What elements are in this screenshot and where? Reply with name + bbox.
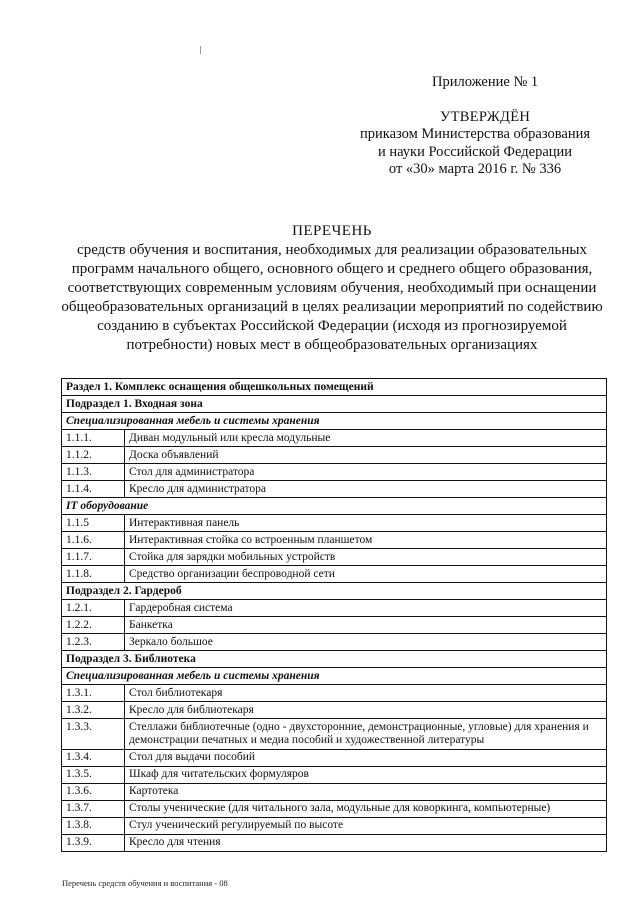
table-row <box>62 749 607 766</box>
subsection-title: Подраздел 1. Входная зона <box>62 396 607 413</box>
appendix-label: Приложение № 1 <box>432 74 539 90</box>
table-row <box>62 617 607 634</box>
item-name: Стойка для зарядки мобильных устройств <box>125 549 607 566</box>
item-number: 1.3.8. <box>62 817 125 834</box>
item-name: Диван модульный или кресла модульные <box>125 430 607 447</box>
equipment-table <box>61 378 607 852</box>
table-row <box>62 566 607 583</box>
table-row <box>62 515 607 532</box>
table-row <box>62 600 607 617</box>
title-line: созданию в субъектах Российской Федерации (исходя из прогнозируемой <box>97 318 567 334</box>
item-name: Зеркало большое <box>125 634 607 651</box>
category-title: Специализированная мебель и системы хранения <box>62 413 607 430</box>
item-number: 1.3.4. <box>62 749 125 766</box>
table-row <box>62 783 607 800</box>
item-number: 1.3.2. <box>62 702 125 719</box>
title-line: программ начального общего, основного общего и среднего общего образования, <box>71 261 593 277</box>
section-title: Раздел 1. Комплекс оснащения общешкольных помещений <box>62 379 607 396</box>
item-name: Интерактивная панель <box>125 515 607 532</box>
table-row <box>62 634 607 651</box>
scan-artifact-mark <box>200 46 201 54</box>
page-footer: Перечень средств обучения и воспитания - 08 <box>62 878 228 888</box>
table-row <box>62 800 607 817</box>
item-number: 1.2.3. <box>62 634 125 651</box>
item-name: Стол для выдачи пособий <box>125 749 607 766</box>
item-number: 1.3.6. <box>62 783 125 800</box>
item-name: Банкетка <box>125 617 607 634</box>
table-row <box>62 447 607 464</box>
category-title: IT оборудование <box>62 498 607 515</box>
approved-label: УТВЕРЖДЁН <box>440 108 531 125</box>
table-row <box>62 719 607 750</box>
subsection-row <box>62 396 607 413</box>
item-name: Стул ученический регулируемый по высоте <box>125 817 607 834</box>
subsection-title: Подраздел 3. Библиотека <box>62 651 607 668</box>
category-title: Специализированная мебель и системы хранения <box>62 668 607 685</box>
category-row <box>62 498 607 515</box>
subsection-title: Подраздел 2. Гардероб <box>62 583 607 600</box>
item-name: Стеллажи библиотечные (одно - двухсторонние, демонстрационные, угловые) для хранения и демонстрации печатных и медиа пособий и художественной литературы <box>125 719 607 750</box>
title-line: потребности) новых мест в общеобразовательных организациях <box>126 337 538 353</box>
item-name: Интерактивная стойка со встроенным планшетом <box>125 532 607 549</box>
category-row <box>62 668 607 685</box>
table-row <box>62 685 607 702</box>
item-number: 1.1.8. <box>62 566 125 583</box>
order-line: и науки Российской Федерации <box>377 143 573 160</box>
item-name: Шкаф для читательских формуляров <box>125 766 607 783</box>
item-name: Стол для администратора <box>125 464 607 481</box>
item-name: Картотека <box>125 783 607 800</box>
table-row <box>62 464 607 481</box>
table-row <box>62 702 607 719</box>
item-number: 1.1.3. <box>62 464 125 481</box>
subsection-row <box>62 583 607 600</box>
order-line: приказом Министерства образования <box>359 126 591 142</box>
table-row <box>62 481 607 498</box>
item-number: 1.1.4. <box>62 481 125 498</box>
table-row <box>62 430 607 447</box>
item-number: 1.1.7. <box>62 549 125 566</box>
item-name: Кресло для библиотекаря <box>125 702 607 719</box>
table-row <box>62 766 607 783</box>
title-line: общеобразовательных организаций в целях реализации мероприятий по содействию <box>61 299 603 315</box>
item-number: 1.1.6. <box>62 532 125 549</box>
table-row <box>62 817 607 834</box>
item-number: 1.2.1. <box>62 600 125 617</box>
item-number: 1.2.2. <box>62 617 125 634</box>
item-name: Доска объявлений <box>125 447 607 464</box>
table-row <box>62 549 607 566</box>
item-name: Кресло для чтения <box>125 834 607 851</box>
item-number: 1.3.9. <box>62 834 125 851</box>
item-number: 1.1.5 <box>62 515 125 532</box>
item-number: 1.3.7. <box>62 800 125 817</box>
equipment-table-body <box>62 379 607 852</box>
category-row <box>62 413 607 430</box>
title-line: средств обучения и воспитания, необходимых для реализации образовательных <box>77 242 587 258</box>
document-title <box>52 222 612 355</box>
section-row <box>62 379 607 396</box>
approval-stamp <box>340 74 610 179</box>
item-name: Средство организации беспроводной сети <box>125 566 607 583</box>
table-row <box>62 532 607 549</box>
item-name: Стол библиотекаря <box>125 685 607 702</box>
item-number: 1.1.1. <box>62 430 125 447</box>
item-number: 1.3.3. <box>62 719 125 750</box>
item-number: 1.3.5. <box>62 766 125 783</box>
title-heading: ПЕРЕЧЕНЬ <box>292 223 372 239</box>
title-line: соответствующих современным условиям обучения, необходимый при оснащении <box>67 280 597 296</box>
item-name: Кресло для администратора <box>125 481 607 498</box>
item-name: Гардеробная система <box>125 600 607 617</box>
table-row <box>62 834 607 851</box>
item-number: 1.3.1. <box>62 685 125 702</box>
item-name: Столы ученические (для читального зала, модульные для коворкинга, компьютерные) <box>125 800 607 817</box>
order-line: от «30» марта 2016 г. № 336 <box>388 161 562 177</box>
item-number: 1.1.2. <box>62 447 125 464</box>
subsection-row <box>62 651 607 668</box>
